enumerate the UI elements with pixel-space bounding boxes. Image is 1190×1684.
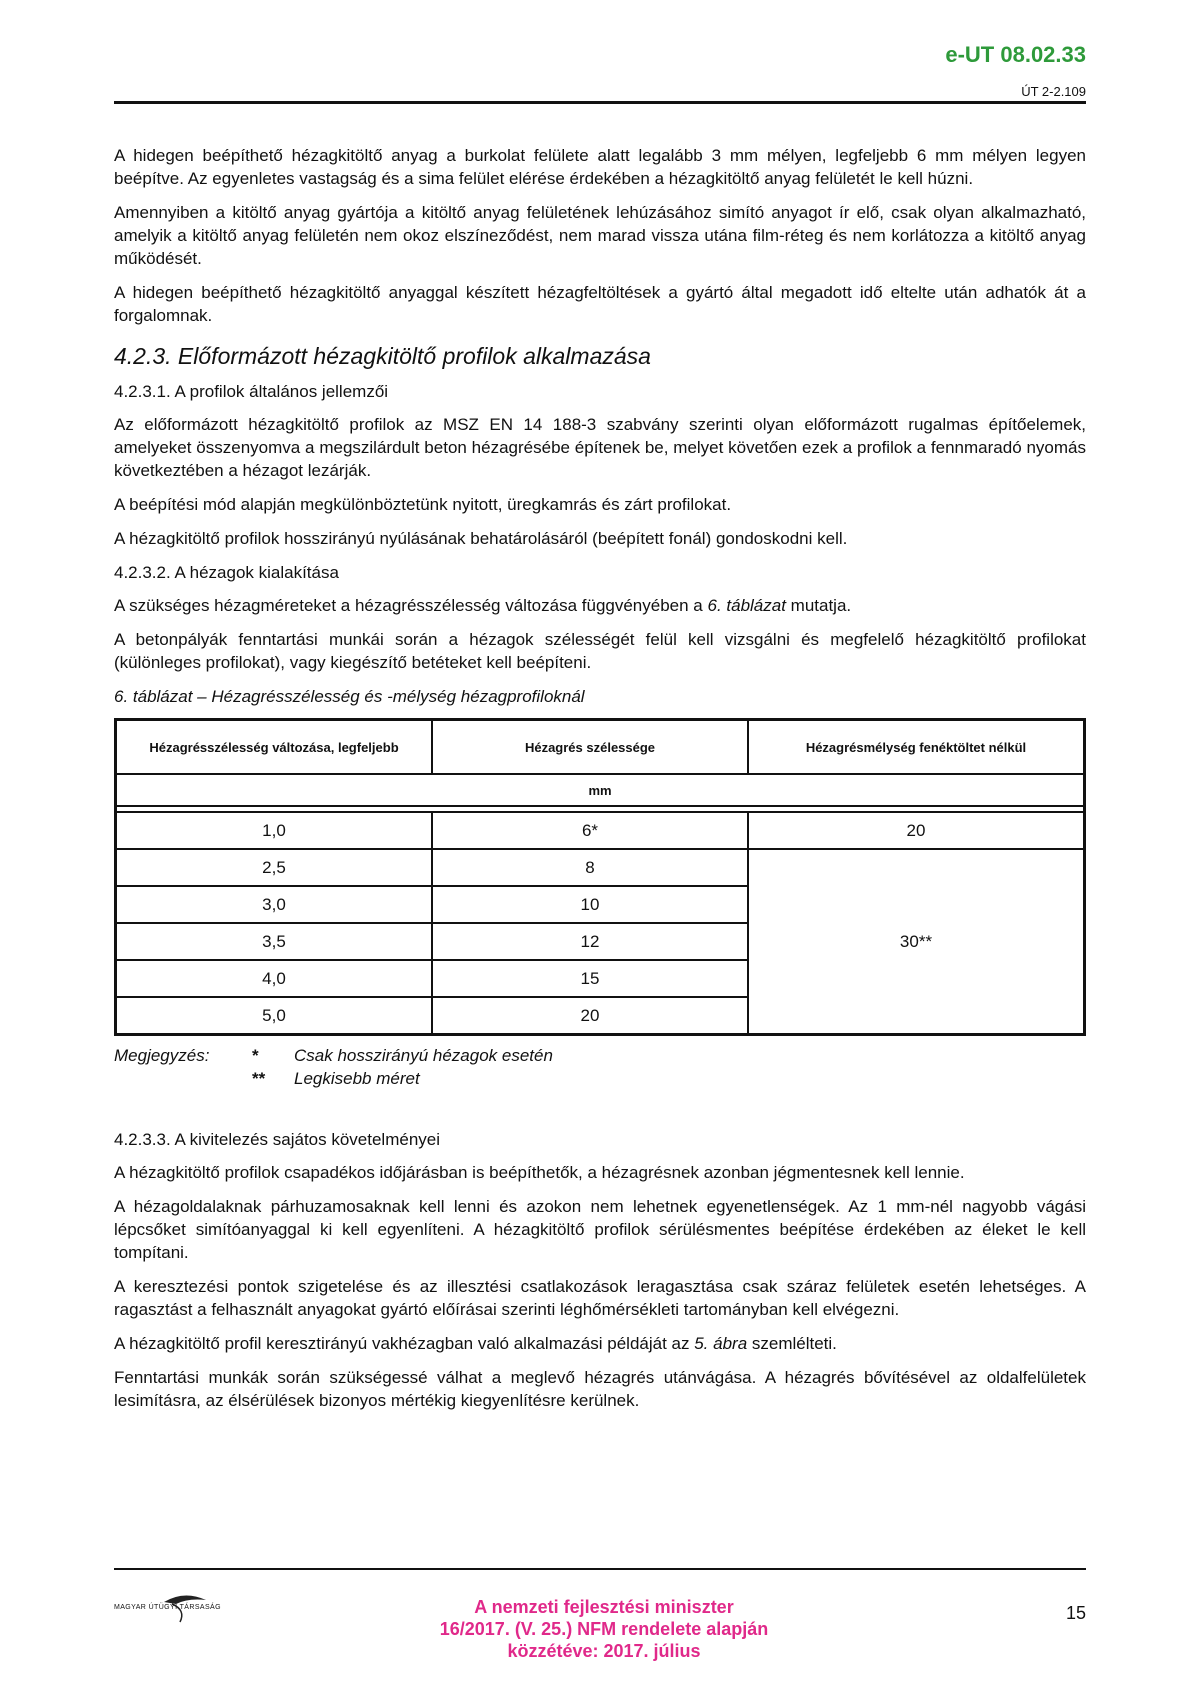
text-run: szemlélteti. [747,1334,837,1353]
column-header: Hézagrésszélesség változása, legfeljebb [116,720,433,775]
column-header: Hézagrés szélessége [432,720,748,775]
table-cell: 20 [432,997,748,1035]
paragraph: Fenntartási munkák során szükségessé válhat a meglevő hézagrés utánvágása. A hézagrés bővítésével az oldalfelületek lesimításra, az élsérülések bizonyos mértékig kiegyenlítésre kerülnek. [114,1368,1086,1410]
note-mark: * [252,1046,259,1065]
note-mark: ** [252,1069,266,1088]
notes-label: Megjegyzés: [114,1046,210,1065]
table-row [116,812,1085,849]
document-page [114,0,1086,1684]
paragraph: A hidegen beépíthető hézagkitöltő anyaggal készített hézagfeltöltések a gyártó által megadott idő eltelte után adhatók át a forgalomnak. [114,283,1086,325]
section-heading: 4.2.3. Előformázott hézagkitöltő profilok alkalmazása [114,343,651,369]
table-reference: 6. táblázat [707,596,786,615]
table-header-row [116,720,1085,775]
paragraph [114,1332,1086,1355]
paragraph: A hézagoldalaknak párhuzamosaknak kell lenni és azokon nem lehetnek egyenetlenségek. Az 1 mm-nél nagyobb vágási lépcsőket simítóanyaggal ki kell egyenlíteni. A hézagkitöltő profilok sérülésmentes beépítése érdekében az éleket le kell tompítani. [114,1197,1086,1262]
document-body [114,144,1086,1423]
paragraph: A hidegen beépíthető hézagkitöltő anyag a burkolat felülete alatt legalább 3 mm mélyen, legfeljebb 6 mm mélyen legyen beépítve. Az egyenletes vastagság és a sima felület elérése érdekében a hézagkitöltő anyag felületét le kell húzni. [114,146,1086,188]
subsection-heading: 4.2.3.3. A kivitelezés sajátos követelményei [114,1130,441,1149]
column-header: Hézagrésmélység fenéktöltet nélkül [748,720,1085,775]
table-cell: 12 [432,923,748,960]
table-cell: 15 [432,960,748,997]
footer-line: A nemzeti fejlesztési miniszter [474,1597,734,1617]
logo-text: MAGYAR ÚTÜGYI TÁRSASÁG [114,1604,221,1611]
subsection-heading: 4.2.3.2. A hézagok kialakítása [114,563,339,582]
table-notes [114,1044,1086,1090]
document-subcode: ÚT 2-2.109 [1021,84,1086,99]
footer-line: közzétéve: 2017. július [507,1641,701,1661]
paragraph: Amennyiben a kitöltő anyag gyártója a kitöltő anyag felületének lehúzásához simító anyagot ír elő, csak olyan alkalmazható, amelyik a kitöltő anyag felületén nem okoz elszíneződést, nem marad vissza utána film-réteg és nem korlátozza a kitöltő anyag működését. [114,203,1086,268]
note-row [114,1044,1086,1067]
footer-notice [394,1596,814,1662]
unit-cell: mm [116,774,1085,806]
text-run: A hézagkitöltő profil keresztirányú vakhézagban való alkalmazási példáját az [114,1334,695,1353]
paragraph: A beépítési mód alapján megkülönböztetünk nyitott, üregkamrás és zárt profilokat. [114,495,732,514]
table-cell: 4,0 [116,960,433,997]
table-cell: 2,5 [116,849,433,886]
table-row [116,849,1085,886]
table-cell: 3,5 [116,923,433,960]
header-rule [114,101,1086,104]
paragraph: A hézagkitöltő profilok hosszirányú nyúlásának behatárolásáról (beépített fonál) gondoskodni kell. [114,529,848,548]
footer-line: 16/2017. (V. 25.) NFM rendelete alapján [439,1619,769,1639]
paragraph: A betonpályák fenntartási munkái során a hézagok szélességét felül kell vizsgálni és megfelelő hézagkitöltő profilokat (különleges profilokat), vagy kiegészítő betéteket kell beépíteni. [114,630,1086,672]
text-run: A szükséges hézagméreteket a hézagrésszélesség változása függvényében a [114,596,708,615]
paragraph [114,594,1086,617]
notes-label-spacer [114,1067,252,1090]
paragraph: A hézagkitöltő profilok csapadékos időjárásban is beépíthetők, a hézagrésnek azonban jégmentesnek kell lennie. [114,1163,965,1182]
note-text: Csak hosszirányú hézagok esetén [294,1046,553,1065]
document-code: e-UT 08.02.33 [945,42,1086,67]
note-text: Legkisebb méret [294,1069,420,1088]
subsection-heading: 4.2.3.1. A profilok általános jellemzői [114,382,389,401]
footer-rule [114,1568,1086,1570]
paragraph: A keresztezési pontok szigetelése és az illesztési csatlakozások leragasztása csak száraz felületek esetén lehetséges. A ragasztást a felhasznált anyagokat gyártó előírásai szerinti léghőmérsékleti tartományban kell elvégezni. [114,1277,1086,1319]
unit-row [116,774,1085,806]
table-cell: 8 [432,849,748,886]
text-run: mutatja. [785,596,852,615]
note-row [114,1067,1086,1090]
table-cell: 1,0 [116,812,433,849]
merged-depth-cell: 30** [748,849,1085,1035]
table-cell: 3,0 [116,886,433,923]
table-cell: 10 [432,886,748,923]
paragraph: Az előformázott hézagkitöltő profilok az MSZ EN 14 188-3 szabvány szerinti olyan előformázott rugalmas építőelemek, amelyeket összenyomva a megszilárdult beton hézagrésébe építenek be, melyet követően ezek a profilok a fennmaradó nyomás következtében a hézagot lezárják. [114,415,1086,480]
table-cell: 6* [432,812,748,849]
table-caption: 6. táblázat – Hézagrésszélesség és -mélység hézagprofiloknál [114,687,585,706]
joint-dimensions-table [114,718,1086,1036]
page-number: 15 [1065,1603,1086,1623]
table-cell: 5,0 [116,997,433,1035]
figure-reference: 5. ábra [694,1334,748,1353]
table-cell: 20 [748,812,1085,849]
